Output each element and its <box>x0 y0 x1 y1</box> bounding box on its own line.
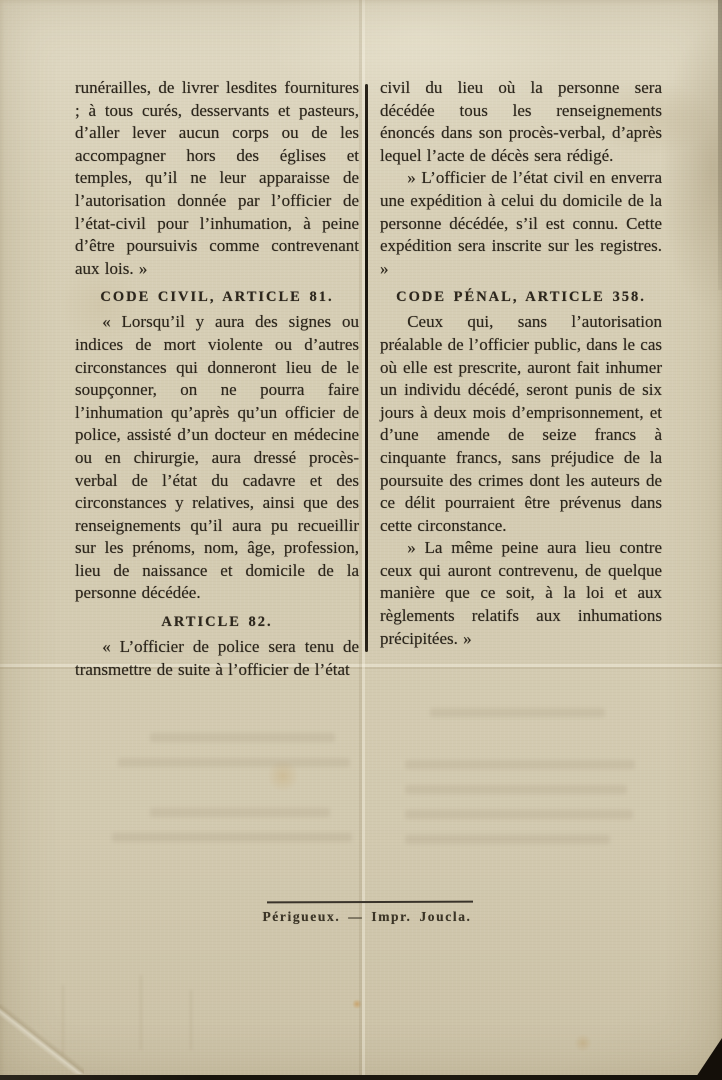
right-edge-shadow <box>718 0 722 290</box>
column-divider-rule <box>365 84 368 652</box>
show-through-mark <box>112 833 352 842</box>
imprint-rule <box>267 901 473 904</box>
bottom-left-fold-crease <box>0 1004 84 1074</box>
show-through-mark <box>150 733 335 742</box>
paragraph-article-82: « L’officier de police sera tenu de transmettre de suite à l’officier de l’état <box>75 637 359 679</box>
show-through-mark <box>140 975 142 1050</box>
heading-article-82: ARTICLE 82. <box>161 614 273 631</box>
show-through-mark <box>150 808 330 817</box>
show-through-mark <box>190 990 192 1050</box>
left-column <box>75 77 359 681</box>
paragraph-expedition: » L’officier de l’état civil en enverra une expédition à celui du domicile de la personne décédée, s’il est connu. Cette expédition sera inscrite sur les registres. » <box>380 168 662 278</box>
show-through-mark <box>405 835 610 844</box>
bottom-right-corner-tear <box>694 1038 722 1080</box>
show-through-mark <box>430 708 605 717</box>
show-through-mark <box>118 758 350 767</box>
paragraph-meme-peine: » La même peine aura lieu contre ceux qui auront contrevenu, de quelque manière que ce soit, à la loi et aux règlements relatifs aux inhumations précipitées. » <box>380 538 662 648</box>
heading-code-civil-article-81: CODE CIVIL, ARTICLE 81. <box>100 289 334 306</box>
show-through-mark <box>405 760 635 769</box>
paragraph-continuation: runérailles, de livrer lesdites fournitures ; à tous curés, desservants et pasteurs, d’aller lever aucun corps ou de les accompagner hors des églises et temples, qu’il ne leur apparaisse de l’autorisation donnée par l’officier de l’état-civil pour l’inhumation, à peine d’être poursuivis comme contrevenant aux lois. » <box>75 78 359 278</box>
imprint-footer <box>0 901 722 926</box>
paragraph-article-358: Ceux qui, sans l’autorisation préalable de l’officier public, dans le cas où elle est prescrite, auront fait inhumer un individu décédé, seront punis de six jours à deux mois d’emprisonnement, et d’une amende de seize francs à cinquante francs, sans préjudice de la poursuite des crimes dont les auteurs de ce délit pourraient être prévenus dans cette circonstance. <box>380 312 662 535</box>
right-column <box>380 77 662 650</box>
bottom-page-edge-shadow <box>0 1075 722 1080</box>
paragraph-article-81: « Lorsqu’il y aura des signes ou indices de mort violente ou d’autres circonstances qui donneront lieu de le soupçonner, on ne pourra faire l’inhumation qu’après qu’un officier de police, assisté d’un docteur en médecine ou en chirurgie, aura dressé procès-verbal de l’état du cadavre et des circonstances y relatives, ainsi que des renseignements qu’il aura pu recueillir sur les prénoms, nom, âge, profession, lieu de naissance et domicile de la personne décédée. <box>75 312 359 603</box>
show-through-mark <box>405 785 627 794</box>
imprint-text: Périgueux. — Impr. Joucla. <box>262 909 472 924</box>
heading-code-penal-article-358: CODE PÉNAL, ARTICLE 358. <box>396 289 646 306</box>
paragraph-continuation: civil du lieu où la personne sera décédée tous les renseignements énoncés dans son procès-verbal, d’après lequel l’acte de décès sera rédigé. <box>380 78 662 165</box>
show-through-mark <box>405 810 633 819</box>
